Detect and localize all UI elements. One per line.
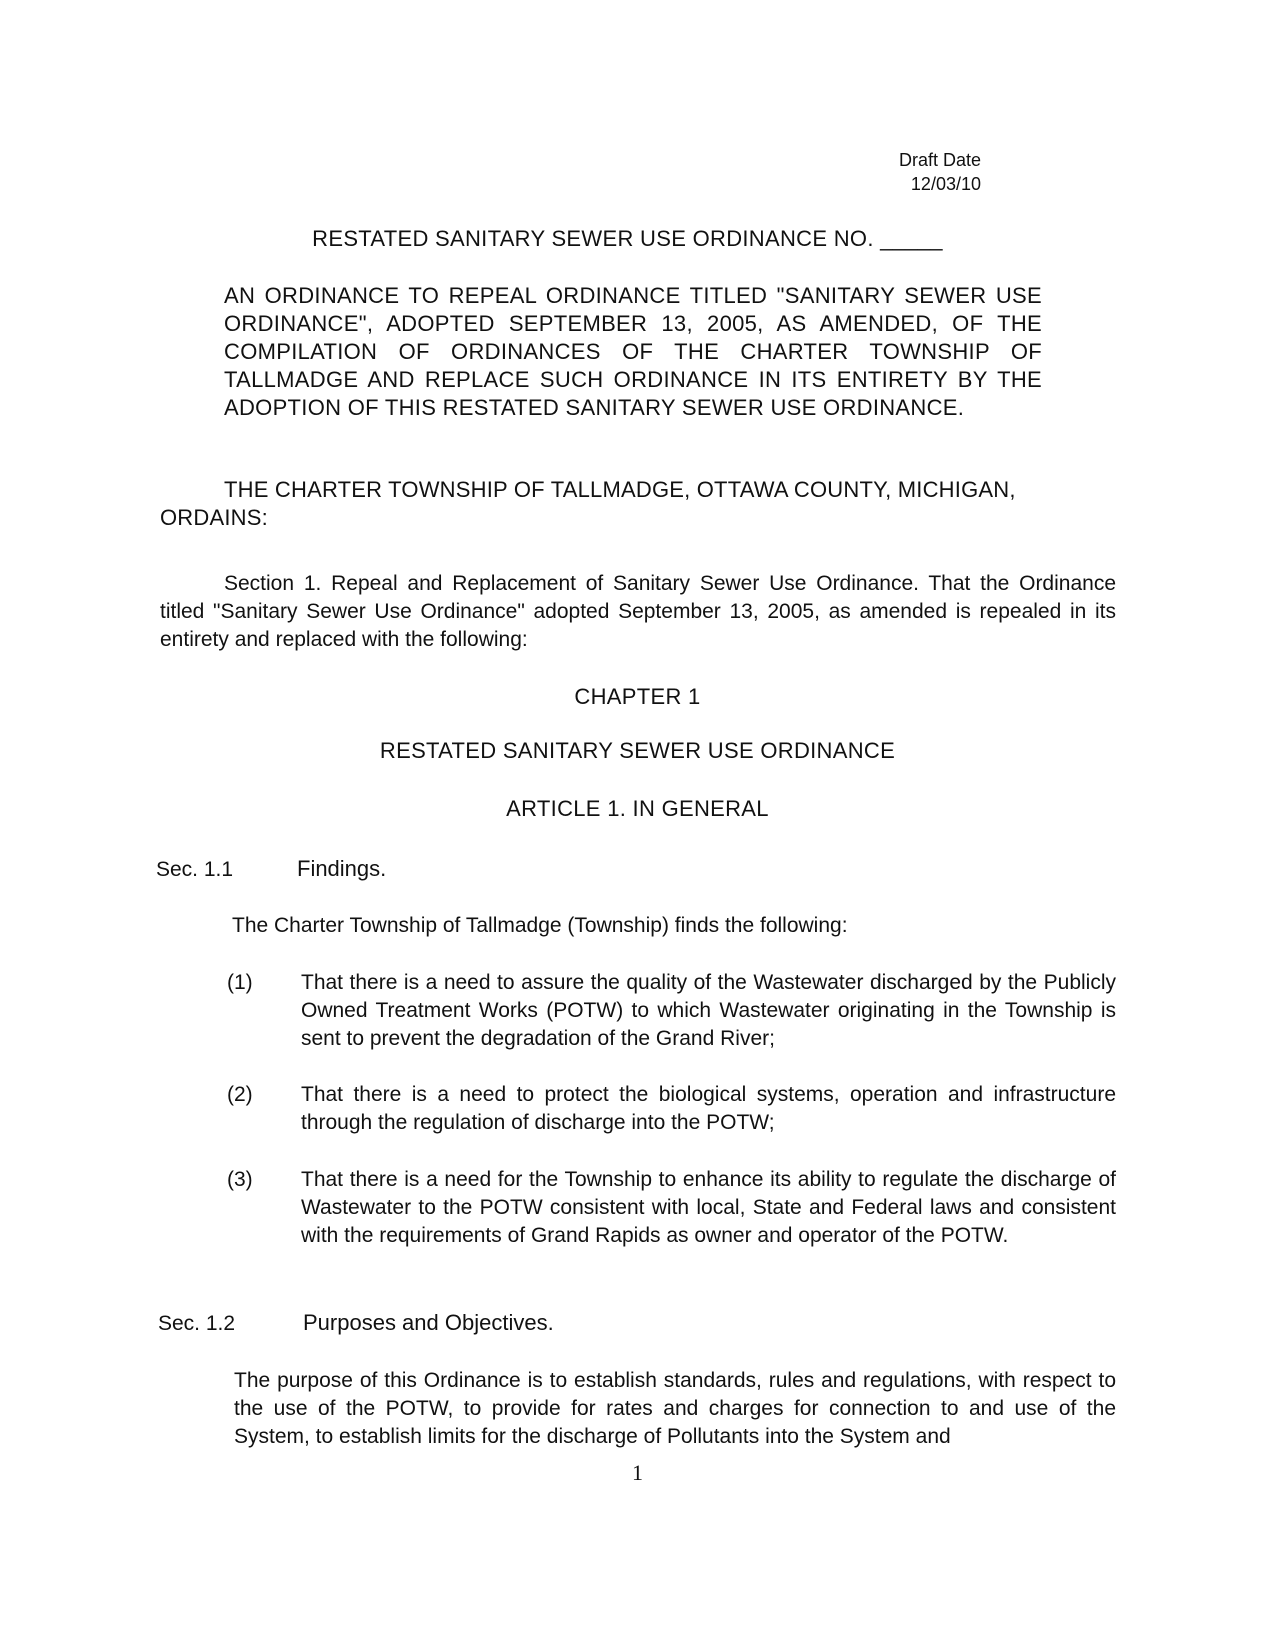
finding-1-text: That there is a need to assure the quality of the Wastewater discharged by the Publicly Owned Treatment Works (POTW) to which Wastewater originating in the Township is sent to prevent the degradation of the Grand River;	[301, 971, 1116, 1050]
sec-1-1-title: Findings.	[297, 856, 387, 881]
purpose-paragraph: The purpose of this Ordinance is to establish standards, rules and regulations, with respect to the use of the POTW, to provide for rates and charges for connection to and use of the System, to establish limits for the discharge of Pollutants into the System and	[234, 1369, 1116, 1448]
sec-1-1-number: Sec. 1.1	[156, 858, 234, 881]
section-1-paragraph: Section 1. Repeal and Replacement of Sanitary Sewer Use Ordinance. That the Ordinance titled "Sanitary Sewer Use Ordinance" adopted September 13, 2005, as amended is repealed in its entirety and replaced with the following:	[160, 572, 1116, 651]
finding-3-number: (3)	[227, 1168, 253, 1191]
article-heading: ARTICLE 1. IN GENERAL	[506, 796, 769, 821]
draft-date-block	[899, 148, 981, 196]
sec-1-2-title: Purposes and Objectives.	[303, 1310, 554, 1335]
chapter-name-heading: RESTATED SANITARY SEWER USE ORDINANCE	[379, 738, 896, 763]
finding-2-text: That there is a need to protect the biological systems, operation and infrastructure through the regulation of discharge into the POTW;	[301, 1083, 1116, 1134]
page-number: 1	[632, 1460, 643, 1485]
ordinance-title: RESTATED SANITARY SEWER USE ORDINANCE NO. _____	[312, 226, 943, 251]
finding-3-text: That there is a need for the Township to enhance its ability to regulate the discharge of Wastewater to the POTW consistent with local, State and Federal laws and consistent with the requirements of Grand Rapids as owner and operator of the POTW.	[301, 1168, 1116, 1247]
chapter-heading: CHAPTER 1	[574, 684, 701, 709]
findings-intro: The Charter Township of Tallmadge (Township) finds the following:	[232, 914, 848, 937]
finding-2-number: (2)	[227, 1083, 253, 1106]
ordains-statement: THE CHARTER TOWNSHIP OF TALLMADGE, OTTAWA COUNTY, MICHIGAN, ORDAINS:	[160, 477, 1016, 530]
finding-1-number: (1)	[227, 971, 253, 994]
ordinance-subtitle: AN ORDINANCE TO REPEAL ORDINANCE TITLED "SANITARY SEWER USE ORDINANCE", ADOPTED SEPTEMBER 13, 2005, AS AMENDED, OF THE COMPILATION OF ORDINANCES OF THE CHARTER TOWNSHIP OF TALLMADGE AND REPLACE SUCH ORDINANCE IN ITS ENTIRETY BY THE ADOPTION OF THIS RESTATED SANITARY SEWER USE ORDINANCE.	[224, 283, 1042, 420]
draft-date-label: Draft Date	[898, 150, 981, 170]
draft-date-value: 12/03/10	[910, 174, 981, 194]
sec-1-2-number: Sec. 1.2	[158, 1312, 236, 1335]
